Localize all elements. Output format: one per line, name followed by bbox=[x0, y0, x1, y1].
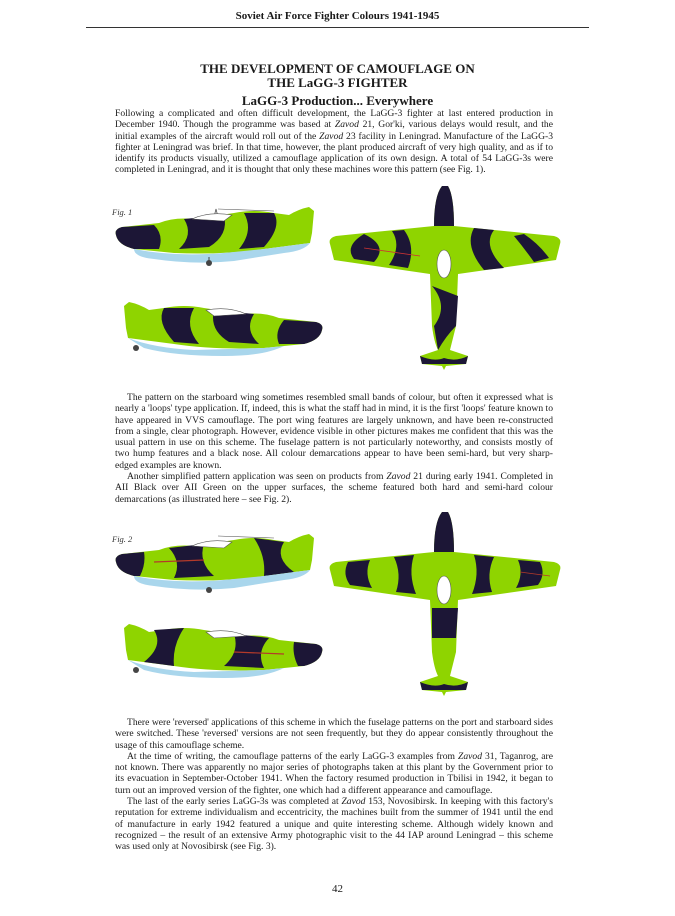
paragraph-4: There were 'reversed' applications of this scheme in which the fuselage patterns on the port and starboard sides were switched. These 'reversed' versions are not seen frequently, but they do appear consistently throughout the usage of this camouflage scheme. bbox=[115, 717, 553, 751]
paragraph-3: Another simplified pattern application was seen on products from Zavod 21 during early 1941. Completed in AII Black over AII Green on the upper surfaces, the scheme featured both hard and semi-hard colour demarcations (as illustrated here – see Fig. 2). bbox=[115, 471, 553, 505]
running-head: Soviet Air Force Fighter Colours 1941-1945 bbox=[235, 10, 440, 22]
title-line-2: THE LaGG-3 FIGHTER bbox=[267, 75, 408, 90]
paragraph-4-6 bbox=[115, 717, 553, 853]
paragraph-2-3 bbox=[115, 392, 553, 505]
title-line-1: THE DEVELOPMENT OF CAMOUFLAGE ON bbox=[200, 61, 475, 76]
header-rule bbox=[86, 27, 589, 28]
paragraph-5: At the time of writing, the camouflage patterns of the early LaGG-3 examples from Zavod 31, Taganrog, are not known. There was apparently no major series of photographs taken at this plant by the Government prior to its evacuation in September-October 1941. When the factory resumed production in Tbilisi in 1942, it began to turn out an improved version of the fighter, one which had a different appearance and camouflage. bbox=[115, 750, 553, 796]
fig-1-label: Fig. 1 bbox=[112, 207, 133, 217]
fig-2-label: Fig. 2 bbox=[112, 534, 133, 544]
fig-1-port-profile bbox=[114, 302, 324, 360]
section-subtitle: LaGG-3 Production... Everywhere bbox=[241, 93, 434, 108]
page-number: 42 bbox=[332, 883, 343, 895]
fig-2-starboard-profile bbox=[114, 532, 324, 596]
fig-1-starboard-profile bbox=[114, 205, 324, 275]
paragraph-2: The pattern on the starboard wing sometimes resembled small bands of colour, but often it expressed what is nearly a 'loops' type application. If, indeed, this is what the staff had in mind, it is the first 'loops' feature known to have appeared in VVS camouflage. The port wing features are largely unknown, and have been re-constructed from a single, clear photograph. However, evidence visible in other pictures makes me confident that this was the usual pattern in use on this scheme. The fuselage pattern is not particularly noteworthy, and consists mostly of two hump features and a black nose. All colour demarcations appear to have been semi-hard, but very sharp-edged examples are known. bbox=[115, 392, 553, 471]
article-title bbox=[0, 62, 675, 90]
paragraph-6: The last of the early series LaGG-3s was completed at Zavod 153, Novosibirsk. In keeping with this factory's reputation for extreme individualism and eccentricity, the machines built from the summer of 1941 until the end of manufacture in early 1942 featured a unique and quite interesting scheme. Although widely known and recognized – the result of an extensive Army photographic visit to the 44 IAP around Leningrad – this scheme was used only at Novosibirsk (see Fig. 3). bbox=[115, 796, 553, 853]
paragraph-1: Following a complicated and often difficult development, the LaGG-3 fighter at last entered production in December 1940. Though the programme was based at Zavod 21, Gor'ki, various delays would result, and the initial examples of the aircraft would roll out of the Zavod 23 facility in Leningrad. Manufacture of the LaGG-3 fighter at Leningrad was brief. In that time, however, the plant produced aircraft of very high quality, and as if to identify its products visually, utilized a camouflage application of its own design. A total of 54 LaGG-3s were completed in Leningrad, and it is thought that only these machines wore this pattern (see Fig. 1). bbox=[115, 108, 553, 176]
fig-2-port-profile bbox=[114, 624, 324, 682]
fig-2-top-view bbox=[334, 512, 564, 702]
fig-1-top-view bbox=[334, 186, 564, 370]
